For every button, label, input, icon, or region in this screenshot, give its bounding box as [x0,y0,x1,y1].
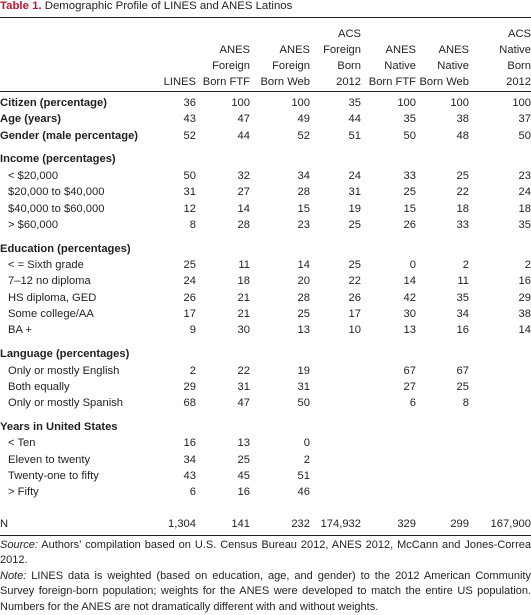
source-text: Authors’ compilation based on U.S. Census Bureau 2012, ANES 2012, McCann and Jones-Correa 2012. [0,539,531,567]
table-cell: 25 [403,186,416,199]
table-cell: 42 [403,291,416,304]
table-cell: 43 [183,113,196,126]
table-cell: 14 [297,258,310,271]
row-label: > Fifty [8,486,39,499]
table-cell: 15 [297,202,310,215]
table-cell: 25 [456,380,469,393]
table-row [0,168,531,184]
column-header-line: Born Web [419,76,469,88]
table-cell: 14 [237,202,250,215]
table-cell: 67 [403,364,416,377]
table-cell: 13 [237,437,250,450]
row-label: Citizen (percentage) [0,97,107,109]
table-cell: 50 [183,169,196,182]
table-cell: 2 [524,258,531,271]
table-cell: 100 [397,97,416,109]
table-cell: 19 [348,202,361,215]
row-label: $40,000 to $60,000 [8,202,105,215]
table-cell: 34 [183,453,196,466]
table-cell: 37 [518,113,531,126]
table-cell: 18 [456,202,469,215]
column-header-line: ANES [279,44,310,56]
column-header-line: Born Web [260,76,310,88]
column-header-line: Born FTF [368,76,416,88]
table-cell: 0 [303,437,310,450]
table-row [0,452,531,468]
table-cell: 29 [183,380,196,393]
table-cell: 25 [297,308,310,320]
table-cell: 11 [457,275,469,288]
column-header-line: Foreign [212,60,250,72]
table-cell: 100 [231,97,250,109]
column-header-line: Foreign [272,60,310,72]
table-cell: 38 [456,113,469,126]
table-cell: 22 [348,275,361,288]
table-row [0,201,531,217]
table-cell: 11 [238,258,250,271]
table-cell: 13 [403,324,416,337]
table-cell: 6 [409,397,416,410]
table-cell: 26 [348,291,361,304]
row-label: Some college/AA [8,308,94,320]
table-bottom-rule [0,535,531,536]
table-row [0,111,531,127]
table-row [0,363,531,379]
table-cell: 23 [518,169,531,182]
table-cell: 43 [183,470,196,482]
table-cell: 31 [237,380,250,393]
table-cell: 23 [297,218,310,231]
table-cell: 25 [456,169,469,182]
row-label: Age (years) [0,113,61,126]
table-cell: 15 [403,202,416,215]
table-cell: 44 [348,113,361,126]
column-header-line: ACS [337,28,361,40]
table-cell: 29 [518,291,531,304]
table-cell: 12 [183,202,196,215]
row-label: < Ten [8,437,36,450]
table-cell: 27 [237,186,250,199]
table-cell: 47 [237,113,250,126]
table-cell: 10 [348,324,361,337]
column-header-7 [461,22,531,90]
column-header-line: Native [384,60,416,72]
table-cell: 51 [297,470,310,482]
column-header-line: ANES [219,44,250,56]
table-caption-title: Demographic Profile of LINES and ANES Latinos [41,0,293,12]
table-cell: 35 [348,97,361,109]
note-text: LINES data is weighted (based on education, age, and gender) to the 2012 American Community Survey foreign-born population; weights for the ANES were developed to match the entire US population. Numbers for the ANES are not dramatically different with and without weights. [0,569,531,613]
table-cell: 24 [518,186,531,199]
table-cell: 26 [403,218,416,231]
table-row [0,322,531,338]
table-cell: 25 [348,258,361,271]
table-row [0,346,531,362]
table-cell: 35 [403,113,416,126]
table-cell: 100 [512,97,531,109]
table-notes [0,538,531,615]
table-row [0,306,531,322]
table-cell: 31 [297,380,310,393]
table-cell: 31 [348,186,361,199]
table-cell: 17 [348,308,361,320]
column-header-line: LINES [163,76,196,88]
table-cell: 49 [297,113,310,126]
table-cell: 67 [456,364,469,377]
table-cell: 0 [409,258,416,271]
table-cell: 21 [237,291,250,304]
table-cell: 46 [297,486,310,499]
row-label: Gender (male percentage) [0,129,139,142]
weighting-note [0,569,531,615]
table-caption [0,0,531,18]
table-cell: 167,900 [490,517,531,530]
table-cell: 8 [462,397,469,410]
table-cell: 32 [237,169,250,182]
table-cell: 38 [518,308,531,320]
table-cell: 26 [183,291,196,304]
table-cell: 232 [291,517,310,530]
table-row [0,257,531,273]
row-label: > $60,000 [8,218,59,231]
table-cell: 33 [403,169,416,182]
table-top-rule [0,17,531,18]
column-header-line: Born [507,60,531,72]
table-cell: 33 [456,218,469,231]
row-label: HS diploma, GED [8,291,97,304]
table-cell: 16 [183,437,196,450]
table-cell: 21 [237,308,250,320]
table-cell: 27 [403,380,416,393]
table-cell: 25 [348,218,361,231]
row-label: Eleven to twenty [8,453,91,466]
table-row [0,241,531,257]
table-cell: 68 [183,397,196,410]
table-cell: 31 [183,186,196,199]
column-header-line: Born FTF [202,76,250,88]
table-cell: 329 [397,517,416,530]
table-row [0,217,531,233]
table-cell: 16 [456,324,469,337]
table-cell: 19 [297,364,310,377]
column-header-line: Foreign [323,44,361,56]
note-label: Note: [0,569,27,582]
table-cell: 48 [456,129,469,142]
table-row [0,379,531,395]
column-header-line: Native [499,44,531,56]
table-cell: 44 [237,129,250,142]
table-cell: 22 [456,186,469,199]
column-header-line: Born [337,60,361,72]
table-cell: 18 [518,202,531,215]
column-header-line: 2012 [506,76,531,88]
table-row [0,128,531,144]
table-cell: 17 [183,308,196,320]
table-cell: 47 [237,397,250,410]
table-row [0,516,531,532]
source-note [0,538,531,569]
table-cell: 2 [303,453,310,466]
table-row [0,290,531,306]
row-label: $20,000 to $40,000 [8,186,105,199]
table-cell: 52 [183,129,196,142]
table-cell: 45 [237,470,250,482]
row-label: Only or mostly English [8,364,120,377]
table-row [0,435,531,451]
table-cell: 52 [297,129,310,142]
row-label: Income (percentages) [0,153,116,166]
table-cell: 18 [237,275,250,288]
table-cell: 35 [518,218,531,231]
table-cell: 35 [456,291,469,304]
row-label: Education (percentages) [0,242,131,255]
row-label: Years in United States [0,420,118,433]
table-cell: 100 [291,97,310,109]
table-cell: 34 [456,308,469,320]
table-row [0,151,531,167]
table-cell: 13 [297,324,310,337]
row-label: Only or mostly Spanish [8,397,124,410]
column-header-line: ANES [438,44,469,56]
column-header-line: ACS [507,28,531,40]
row-label: N [0,517,9,530]
table-cell: 2 [189,364,196,377]
table-cell: 20 [297,275,310,288]
table-header-rule [0,91,531,92]
row-label: < $20,000 [8,169,59,182]
table-cell: 50 [518,129,531,142]
row-label: 7–12 no diploma [8,275,91,288]
column-header-line: 2012 [336,76,361,88]
table-cell: 141 [231,517,250,530]
table-cell: 25 [183,258,196,271]
table-cell: 28 [297,186,310,199]
table-row [0,468,531,484]
table-cell: 1,304 [168,517,196,530]
table-cell: 16 [237,486,250,499]
table-row [0,395,531,411]
table-cell: 22 [237,364,250,377]
table-cell: 24 [183,275,196,288]
table-caption-label: Table 1. [0,0,42,12]
table-cell: 16 [518,275,531,288]
source-label: Source: [0,539,38,551]
table-row [0,273,531,289]
column-header-6 [399,22,469,90]
table-row [0,484,531,500]
row-label: Twenty-one to fifty [8,470,99,482]
table-row [0,184,531,200]
column-header-line: Native [437,60,469,72]
row-label: Both equally [8,380,70,393]
table-cell: 50 [403,129,416,142]
table-cell: 28 [297,291,310,304]
table-cell: 36 [183,97,196,109]
table-cell: 30 [237,324,250,337]
table-cell: 9 [189,324,196,337]
table-cell: 8 [189,218,196,231]
table-cell: 30 [403,308,416,320]
table-cell: 51 [348,129,361,142]
table-cell: 34 [297,169,310,182]
table-cell: 24 [348,169,361,182]
row-label: BA + [8,324,32,337]
table-cell: 299 [450,517,469,530]
table-row [0,419,531,435]
table-cell: 28 [237,218,250,231]
table-cell: 14 [518,324,531,337]
table-cell: 14 [403,275,416,288]
table-cell: 50 [297,397,310,410]
table-cell: 174,932 [320,517,361,530]
table-row [0,95,531,111]
table-cell: 6 [189,486,196,499]
table-cell: 25 [237,453,250,466]
row-label: Language (percentages) [0,348,130,361]
table-cell: 2 [462,258,469,271]
table-cell: 100 [450,97,469,109]
column-header-line: ANES [385,44,416,56]
row-label: < = Sixth grade [8,258,84,271]
